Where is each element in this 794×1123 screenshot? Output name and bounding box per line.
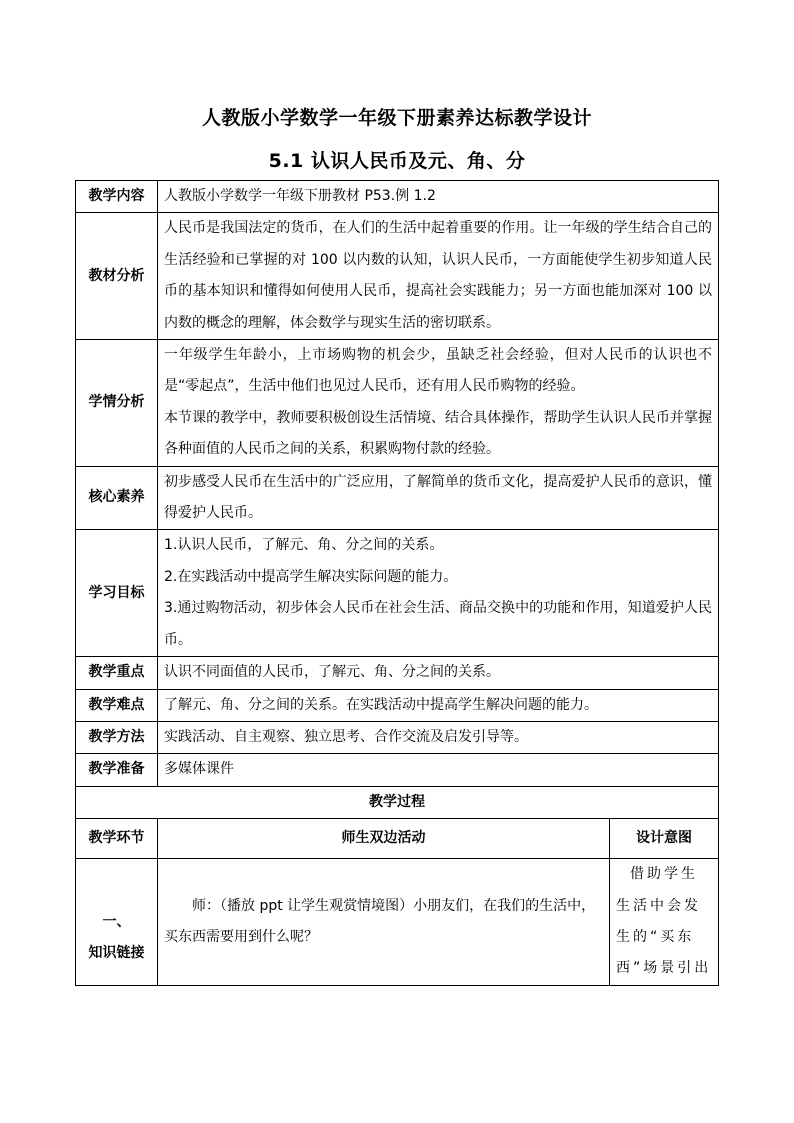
value-preparation: 多媒体课件 <box>158 754 719 786</box>
value-teaching-content: 人教版小学数学一年级下册教材 P53.例 1.2 <box>158 181 719 213</box>
value-learning-goals <box>158 530 719 657</box>
value-key-point: 认识不同面值的人民币，了解元、角、分之间的关系。 <box>158 657 719 689</box>
row-key-point <box>76 657 719 689</box>
row-learning-goals <box>76 530 719 657</box>
row-material-analysis <box>76 213 719 340</box>
lesson-title: 5.1 认识人民币及元、角、分 <box>268 150 526 172</box>
lesson-plan-table <box>75 180 719 986</box>
col-header-activity: 师生双边活动 <box>158 819 610 859</box>
label-student-analysis: 学情分析 <box>76 340 158 467</box>
goal-item: 2.在实践活动中提高学生解决实际问题的能力。 <box>164 568 458 585</box>
label-preparation: 教学准备 <box>76 754 158 786</box>
label-material-analysis: 教材分析 <box>76 213 158 340</box>
value-material-analysis: 人民币是我国法定的货币，在人们的生活中起着重要的作用。让一年级的学生结合自己的生活经验和已掌握的对 100 以内数的认知，认识人民币，一方面能使学生初步知道人民币的基本知识和懂得如何使用人民币，提高社会实践能力；另一方面也能加深对 100 以内数的概念的理解，体会数学与现实生活的密切联系。 <box>158 213 719 340</box>
value-student-analysis <box>158 340 719 467</box>
label-teaching-method: 教学方法 <box>76 721 158 753</box>
row-preparation <box>76 754 719 786</box>
process-header: 教学过程 <box>76 786 719 818</box>
document-title: 人教版小学数学一年级下册素养达标教学设计 <box>201 107 592 129</box>
stage-1-number: 一、 <box>102 913 131 930</box>
row-process-header <box>76 786 719 818</box>
goal-item: 3.通过购物活动，初步体会人民币在社会生活、商品交换中的功能和作用，知道爱护人民币。 <box>164 600 712 648</box>
row-core-literacy <box>76 466 719 530</box>
row-process-columns <box>76 819 719 859</box>
row-teaching-method <box>76 721 719 753</box>
goal-item: 1.认识人民币，了解元、角、分之间的关系。 <box>164 537 444 554</box>
value-teaching-method: 实践活动、自主观察、独立思考、合作交流及启发引导等。 <box>158 721 719 753</box>
label-key-point: 教学重点 <box>76 657 158 689</box>
stage-1-activity: 师：（播放 ppt 让学生观赏情境图）小朋友们，在我们的生活中，买东西需要用到什么呢？ <box>158 859 610 986</box>
label-core-literacy: 核心素养 <box>76 466 158 530</box>
row-student-analysis <box>76 340 719 467</box>
student-analysis-para-2: 本节课的教学中，教师要积极创设生活情境、结合具体操作，帮助学生认识人民币并掌握各种面值的人民币之间的关系，积累购物付款的经验。 <box>164 409 712 458</box>
col-header-intent: 设计意图 <box>610 819 719 859</box>
row-teaching-content <box>76 181 719 213</box>
row-difficulty <box>76 689 719 721</box>
stage-1-name: 知识链接 <box>88 944 145 961</box>
stage-1-intent: 借助学生生活中会发生的“买东西”场景引出 <box>610 859 719 986</box>
row-stage-1 <box>76 859 719 986</box>
label-difficulty: 教学难点 <box>76 689 158 721</box>
col-header-stage: 教学环节 <box>76 819 158 859</box>
label-learning-goals: 学习目标 <box>76 530 158 657</box>
stage-1-label <box>76 859 158 986</box>
value-core-literacy: 初步感受人民币在生活中的广泛应用，了解简单的货币文化，提高爱护人民币的意识，懂得爱护人民币。 <box>158 466 719 530</box>
value-difficulty: 了解元、角、分之间的关系。在实践活动中提高学生解决问题的能力。 <box>158 689 719 721</box>
label-teaching-content: 教学内容 <box>76 181 158 213</box>
student-analysis-para-1: 一年级学生年龄小，上市场购物的机会少，虽缺乏社会经验，但对人民币的认识也不是“零起点”，生活中他们也见过人民币，还有用人民币购物的经验。 <box>164 347 712 395</box>
